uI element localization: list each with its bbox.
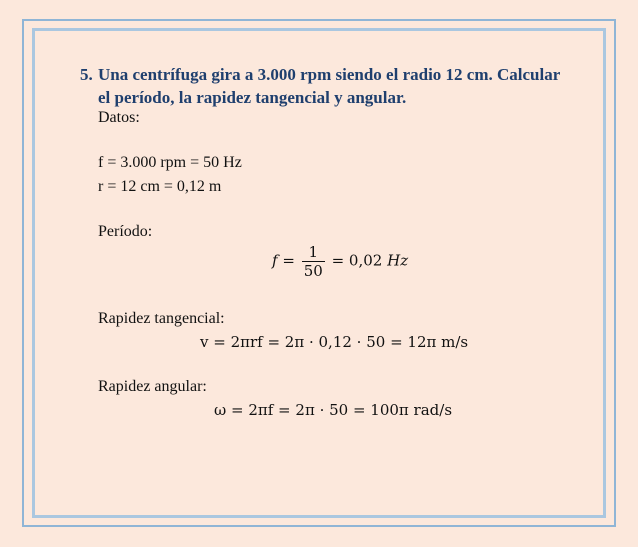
problem-statement: [80, 63, 600, 109]
tangencial-label: Rapidez tangencial:: [98, 310, 225, 327]
periodo-equals: =: [282, 251, 295, 270]
periodo-fraction: [302, 243, 325, 280]
periodo-result: = 0,02: [331, 251, 383, 270]
datos-label: Datos:: [98, 109, 140, 126]
problem-line-1: Una centrífuga gira a 3.000 rpm siendo el radio 12 cm. Calcular: [98, 65, 561, 84]
periodo-unit: Hz: [387, 251, 409, 270]
angular-formula: ω = 2πf = 2π · 50 = 100π rad/s: [214, 401, 453, 419]
tangencial-formula: v = 2πrf = 2π · 0,12 · 50 = 12π m/s: [200, 333, 469, 351]
fraction-numerator: 1: [302, 243, 325, 262]
periodo-lhs: f: [272, 251, 278, 270]
angular-label: Rapidez angular:: [98, 378, 207, 395]
fraction-denominator: 50: [303, 262, 323, 280]
problem-number: 5.: [80, 65, 93, 84]
problem-line-2: el período, la rapidez tangencial y angular.: [98, 88, 407, 107]
periodo-equation: [272, 243, 408, 280]
dato-radius: r = 12 cm = 0,12 m: [98, 178, 222, 195]
periodo-label: Período:: [98, 223, 153, 240]
dato-frequency: f = 3.000 rpm = 50 Hz: [98, 154, 242, 171]
